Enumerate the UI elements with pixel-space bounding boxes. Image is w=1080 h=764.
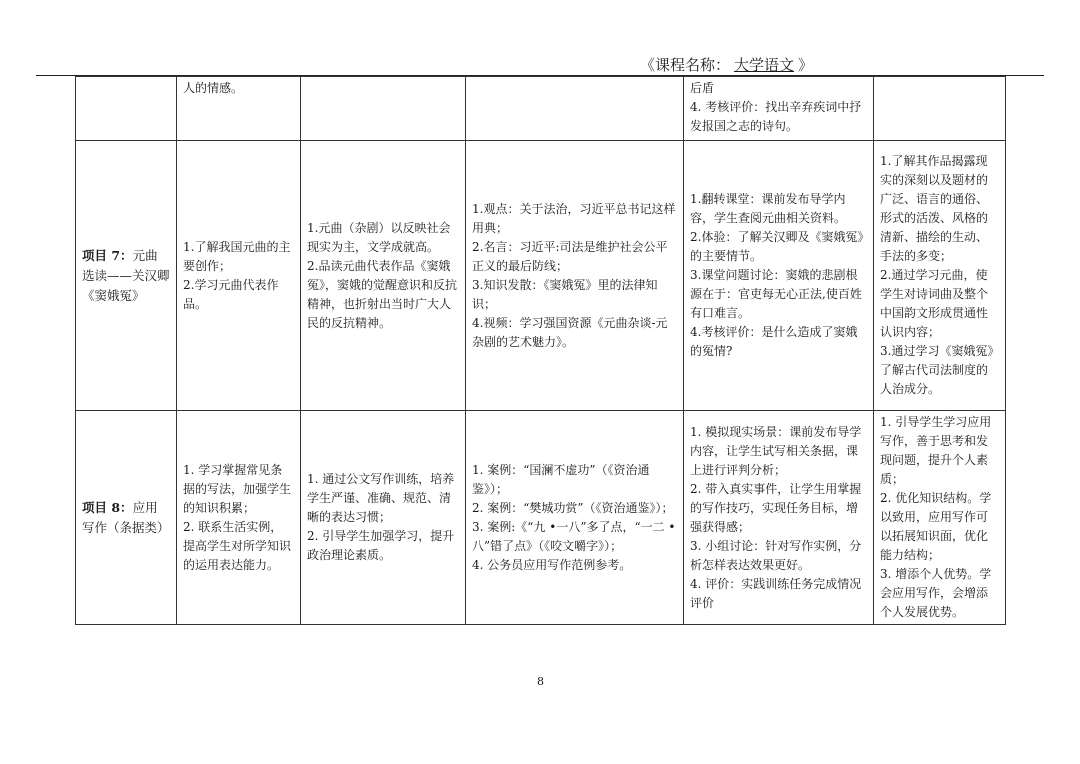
table-cell-c4 bbox=[466, 411, 684, 625]
project-name: 应用写作（条据类） bbox=[82, 499, 170, 535]
table-cell-c6 bbox=[874, 77, 1006, 141]
table-cell-c6 bbox=[874, 141, 1006, 411]
project-title: 项目 7： bbox=[82, 247, 133, 263]
cell-line: 1.元曲（杂剧）以反映社会现实为主，文学成就高。 bbox=[307, 220, 451, 254]
cell-line: 2.学习元曲代表作品。 bbox=[183, 277, 279, 311]
cell-line: 1. 案例：“国澜不虚功”（《资治通鉴》）； bbox=[472, 462, 650, 496]
project-cell bbox=[76, 141, 177, 411]
cell-line: 4. 公务员应用写作范例参考。 bbox=[472, 557, 632, 572]
table-row bbox=[76, 77, 1006, 141]
cell-line: 人的情感。 bbox=[183, 81, 244, 95]
table-cell-c2 bbox=[177, 411, 301, 625]
table-cell-c2 bbox=[177, 141, 301, 411]
cell-line: 后盾 bbox=[690, 81, 715, 95]
cell-line: 1.翻转课堂：课前发布导学内容，学生查阅元曲相关资料。 bbox=[690, 192, 847, 225]
table-cell-c6 bbox=[874, 411, 1006, 625]
course-header-suffix: 》 bbox=[798, 56, 814, 74]
cell-line: 4. 考核评价：找出辛弃疾词中抒发报国之志的诗句。 bbox=[690, 100, 862, 133]
cell-line: 3. 小组讨论：针对写作实例，分析怎样表达效果更好。 bbox=[690, 538, 862, 572]
cell-line: 3. 增添个人优势。学会应用写作，会增添个人发展优势。 bbox=[880, 567, 992, 619]
table-row bbox=[76, 411, 1006, 625]
cell-line: 2. 带入真实事件，让学生用掌握的写作技巧，实现任务目标，增强获得感； bbox=[690, 481, 862, 534]
cell-line: 4.考核评价：是什么造成了窦娥的冤情? bbox=[690, 325, 858, 358]
cell-line: 1. 学习掌握常见条据的写法，加强学生的知识积累； bbox=[183, 462, 292, 515]
cell-line: 2.品读元曲代表作品《窦娥冤》，窦娥的觉醒意识和反抗精神，也折射出当时广大人民的反抗精神。 bbox=[307, 258, 458, 330]
project-name: 元曲选读——关汉卿《窦娥冤》 bbox=[82, 247, 170, 303]
course-header bbox=[640, 54, 813, 75]
cell-line: 4.视频：学习强国资源《元曲杂谈-元杂剧的艺术魅力》。 bbox=[472, 315, 668, 349]
cell-line: 3.通过学习《窦娥冤》了解古代司法制度的人治成分。 bbox=[880, 344, 994, 396]
course-table bbox=[75, 76, 1006, 625]
cell-line: 2.体验：了解关汉卿及《窦娥冤》的主要情节。 bbox=[690, 230, 864, 263]
cell-line: 2. 案例：“樊城功赏”（《资治通鉴》）； bbox=[472, 500, 674, 515]
project-title: 项目 8： bbox=[82, 499, 133, 515]
cell-line: 2.通过学习元曲，使学生对诗词曲及整个中国韵文形成贯通性认识内容； bbox=[880, 268, 989, 339]
cell-line: 3. 案例:《“九 •一八”多了点，“一二 • 八”错了点》（《咬文嚼字》）； bbox=[472, 519, 676, 553]
course-header-prefix: 《课程名称： bbox=[640, 56, 731, 74]
project-cell bbox=[76, 411, 177, 625]
table-cell-c5 bbox=[684, 141, 874, 411]
cell-line: 2. 优化知识结构。学以致用，应用写作可以拓展知识面，优化能力结构； bbox=[880, 491, 992, 562]
table-cell-c3 bbox=[301, 141, 466, 411]
table-cell-c3 bbox=[301, 77, 466, 141]
page-number: 8 bbox=[537, 675, 544, 688]
table-cell-c3 bbox=[301, 411, 466, 625]
cell-line: 1. 引导学生学习应用写作，善于思考和发现问题，提升个人素质； bbox=[880, 415, 992, 486]
cell-line: 1. 模拟现实场景：课前发布导学内容，让学生试写相关条据，课上进行评判分析； bbox=[690, 424, 862, 477]
table-cell-c4 bbox=[466, 77, 684, 141]
cell-line: 1. 通过公文写作训练，培养学生严谨、准确、规范、清晰的表达习惯； bbox=[307, 472, 455, 524]
table-cell-c5 bbox=[684, 77, 874, 141]
table-cell-c2 bbox=[177, 77, 301, 141]
table-cell-c4 bbox=[466, 141, 684, 411]
cell-line: 3.知识发散：《窦娥冤》里的法律知识； bbox=[472, 277, 658, 311]
cell-line: 2. 引导学生加强学习，提升政治理论素质。 bbox=[307, 529, 455, 562]
course-name: 大学语文 bbox=[734, 56, 795, 74]
table-row bbox=[76, 141, 1006, 411]
project-cell bbox=[76, 77, 177, 141]
table-cell-c5 bbox=[684, 411, 874, 625]
cell-line: 2. 联系生活实例，提高学生对所学知识的运用表达能力。 bbox=[183, 519, 292, 572]
cell-line: 3.课堂问题讨论：窦娥的悲剧根源在于：官吏每无心正法,使百姓有口难言。 bbox=[690, 268, 862, 320]
cell-line: 4. 评价：实践训练任务完成情况评价 bbox=[690, 576, 862, 610]
cell-line: 2.名言：习近平:司法是维护社会公平正义的最后防线； bbox=[472, 239, 668, 273]
cell-line: 1.了解我国元曲的主要创作； bbox=[183, 239, 291, 273]
cell-line: 1.观点：关于法治，习近平总书记这样用典； bbox=[472, 201, 676, 235]
cell-line: 1.了解其作品揭露现实的深刻以及题材的广泛、语言的通俗、形式的活泼、风格的清新、描绘的生动、手法的多变； bbox=[880, 154, 989, 263]
